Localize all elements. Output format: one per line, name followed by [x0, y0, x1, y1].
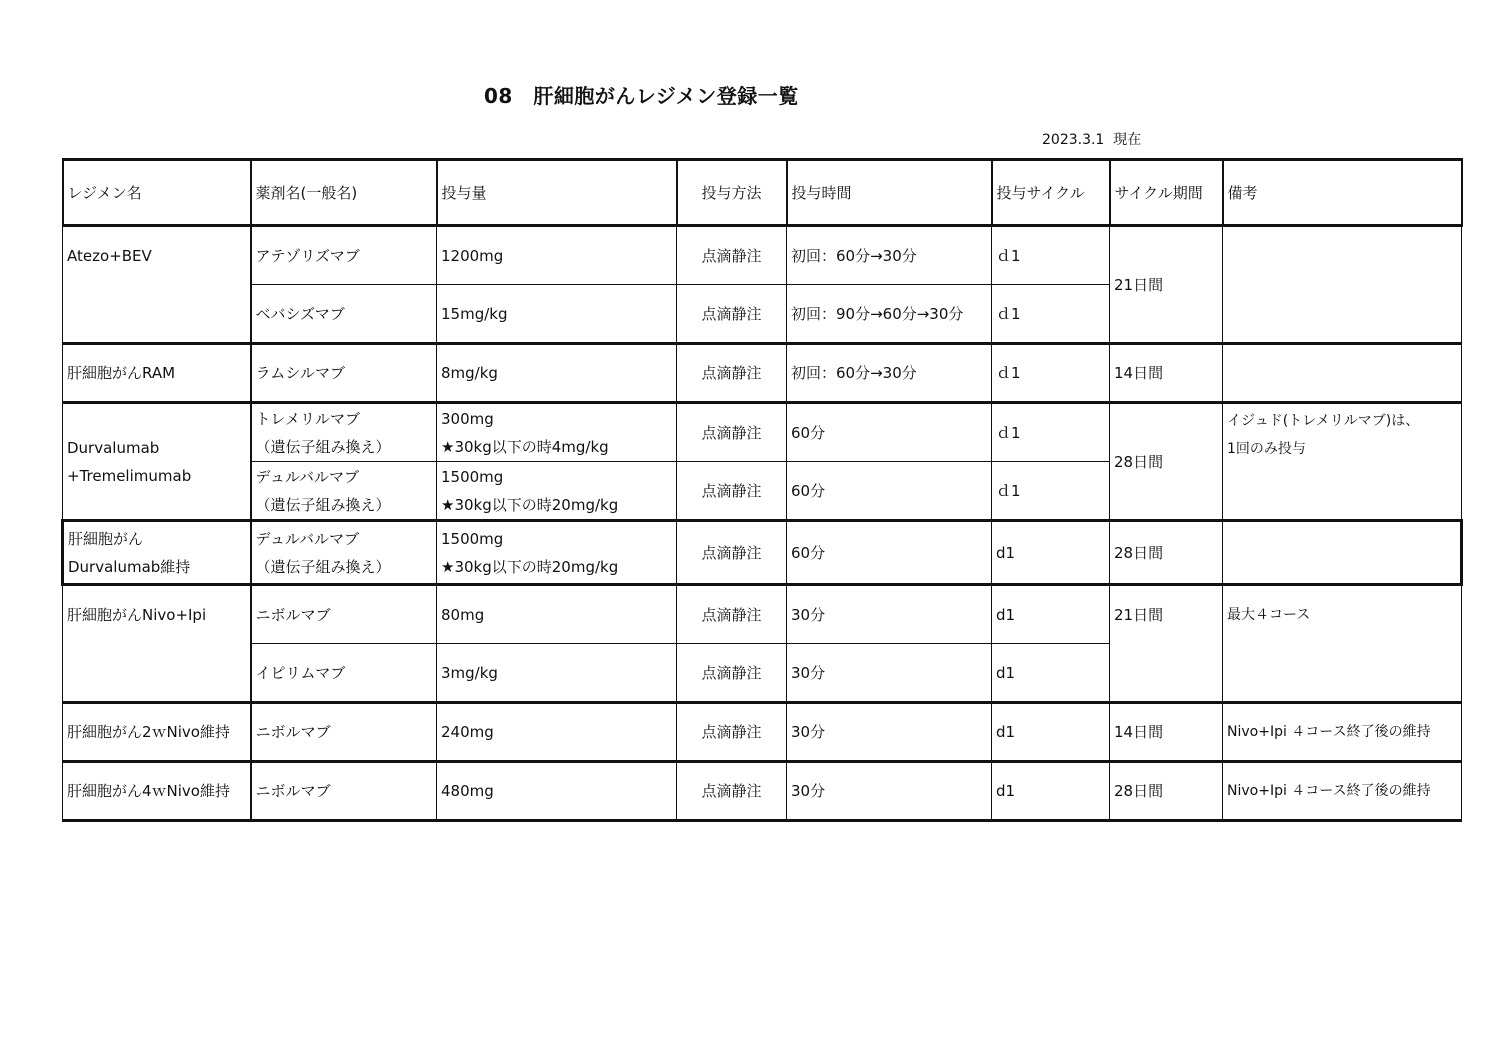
header-cell: 投与サイクル: [992, 160, 1110, 226]
remarks-cell: [1223, 521, 1462, 585]
drug-name-cell: [251, 403, 437, 462]
drug-name-cell: [251, 585, 437, 644]
regimen-name-cell: [63, 344, 251, 403]
header-cell: 投与時間: [787, 160, 992, 226]
dose: 15mg/kg: [441, 304, 508, 323]
dose-cell: [437, 285, 677, 344]
remarks-line: 最大４コース: [1227, 607, 1311, 623]
time-cell: 30分: [787, 585, 992, 644]
dose: 80mg: [441, 605, 485, 624]
regimen-name-cell: [63, 521, 251, 585]
dose-cell: [437, 403, 677, 462]
dose-note: ★30kg以下の時4mg/kg: [441, 437, 609, 456]
regimen-name-line: Durvalumab: [67, 438, 160, 457]
dose: 3mg/kg: [441, 663, 498, 682]
drug-name-cell: [251, 226, 437, 285]
time-cell: 30分: [787, 762, 992, 821]
regimen-name: Atezo+BEV: [67, 247, 152, 265]
drug-name-note: （遺伝子組み換え）: [255, 557, 391, 576]
dose: 8mg/kg: [441, 364, 498, 382]
remarks-cell: [1223, 344, 1462, 403]
drug-name: ラムシルマブ: [255, 364, 345, 382]
cycle-period-cell: 21日間: [1110, 226, 1223, 344]
drug-name-cell: [251, 703, 437, 762]
cycle-period-cell: 28日間: [1110, 762, 1223, 821]
table-row: [63, 703, 1462, 762]
remarks-line: Nivo+Ipi ４コース終了後の維持: [1227, 783, 1431, 799]
drug-name: アテゾリズマブ: [255, 246, 360, 265]
drug-name: イピリムマブ: [255, 663, 346, 682]
table-header-row: [63, 160, 1462, 226]
dose-cell: [437, 226, 677, 285]
regimen-name: 肝細胞がんRAM: [67, 364, 176, 382]
drug-name-cell: [251, 462, 437, 521]
remarks-line: 1回のみ投与: [1227, 441, 1306, 457]
cycle-cell: d1: [992, 644, 1110, 703]
remarks-cell: [1223, 585, 1462, 703]
table-row: [63, 521, 1462, 585]
drug-name: トレメリルマブ: [255, 409, 361, 428]
method-cell: 点滴静注: [677, 762, 787, 821]
cycle-cell: d1: [992, 521, 1110, 585]
method-cell: 点滴静注: [677, 226, 787, 285]
method-cell: 点滴静注: [677, 403, 787, 462]
remarks-cell: [1223, 703, 1462, 762]
cycle-cell: ｄ1: [992, 462, 1110, 521]
drug-name-cell: [251, 644, 437, 703]
method-cell: 点滴静注: [677, 521, 787, 585]
drug-name-cell: [251, 762, 437, 821]
time-cell: 30分: [787, 703, 992, 762]
cycle-period-cell: 14日間: [1110, 344, 1223, 403]
cycle-period-cell: 21日間: [1110, 585, 1223, 703]
cycle-cell: d1: [992, 703, 1110, 762]
drug-name-cell: [251, 521, 437, 585]
page-title: 08 肝細胞がんレジメン登録一覧: [484, 84, 799, 108]
regimen-name-cell: [63, 762, 251, 821]
header-cell: 備考: [1223, 160, 1462, 226]
drug-name: ニボルマブ: [255, 782, 331, 800]
header-cell: 投与量: [437, 160, 677, 226]
regimen-name-cell: [63, 585, 251, 703]
drug-name: ベバシズマブ: [255, 304, 345, 323]
header-cell: サイクル期間: [1110, 160, 1223, 226]
cycle-period-cell: 28日間: [1110, 521, 1223, 585]
drug-name: ニボルマブ: [255, 605, 331, 624]
cycle-cell: d1: [992, 762, 1110, 821]
dose: 1500mg: [441, 467, 504, 486]
drug-name-cell: [251, 285, 437, 344]
table-row: [63, 585, 1462, 644]
dose-note: ★30kg以下の時20mg/kg: [441, 495, 619, 514]
drug-name-note: （遺伝子組み換え）: [255, 437, 391, 456]
remarks-line: イジュド(トレメリルマブ)は、: [1227, 413, 1420, 429]
dose: 300mg: [441, 409, 494, 428]
cycle-cell: d1: [992, 585, 1110, 644]
time-cell: 60分: [787, 403, 992, 462]
regimen-name-cell: [63, 703, 251, 762]
time-cell: 60分: [787, 462, 992, 521]
dose-note: ★30kg以下の時20mg/kg: [441, 557, 619, 576]
dose-cell: [437, 644, 677, 703]
method-cell: 点滴静注: [677, 703, 787, 762]
method-cell: 点滴静注: [677, 285, 787, 344]
regimen-name: 肝細胞がんNivo+Ipi: [67, 606, 207, 624]
remarks-cell: [1223, 762, 1462, 821]
dose-cell: [437, 521, 677, 585]
drug-name: ニボルマブ: [255, 723, 331, 741]
drug-name: デュルバルマブ: [255, 467, 360, 486]
regimen-name-line: +Tremelimumab: [67, 466, 192, 485]
time-cell: 初回：90分→60分→30分: [787, 285, 992, 344]
drug-name-cell: [251, 344, 437, 403]
dose-cell: [437, 344, 677, 403]
method-cell: 点滴静注: [677, 462, 787, 521]
table-row: [63, 403, 1462, 462]
regimen-name: 肝細胞がん4ｗNivo維持: [67, 782, 230, 800]
cycle-cell: ｄ1: [992, 285, 1110, 344]
cycle-period-cell: 28日間: [1110, 403, 1223, 521]
regimen-name-line: 肝細胞がん: [68, 529, 144, 548]
cycle-period-cell: 14日間: [1110, 703, 1223, 762]
dose-cell: [437, 462, 677, 521]
remarks-cell: [1223, 403, 1462, 521]
dose: 1500mg: [441, 529, 504, 548]
remarks-cell: [1223, 226, 1462, 344]
header-cell: 投与方法: [677, 160, 787, 226]
method-cell: 点滴静注: [677, 585, 787, 644]
method-cell: 点滴静注: [677, 344, 787, 403]
table-row: [63, 762, 1462, 821]
regimen-name-cell: [63, 403, 251, 521]
regimen-name: 肝細胞がん2ｗNivo維持: [67, 723, 230, 741]
drug-name: デュルバルマブ: [255, 529, 360, 548]
table-row: [63, 344, 1462, 403]
dose: 1200mg: [441, 246, 504, 265]
time-cell: 初回：60分→30分: [787, 344, 992, 403]
table-row: [63, 226, 1462, 285]
cycle-cell: ｄ1: [992, 226, 1110, 285]
dose-cell: [437, 703, 677, 762]
time-cell: 60分: [787, 521, 992, 585]
regimen-name-cell: [63, 226, 251, 344]
remarks-line: Nivo+Ipi ４コース終了後の維持: [1227, 724, 1431, 740]
as-of-date: 2023.3.1 現在: [1042, 132, 1142, 148]
regimen-name-line: Durvalumab維持: [68, 557, 191, 576]
time-cell: 30分: [787, 644, 992, 703]
cycle-cell: ｄ1: [992, 344, 1110, 403]
dose-cell: [437, 585, 677, 644]
header-cell: 薬剤名(一般名): [251, 160, 437, 226]
header-cell: レジメン名: [63, 160, 251, 226]
method-cell: 点滴静注: [677, 644, 787, 703]
time-cell: 初回：60分→30分: [787, 226, 992, 285]
dose: 480mg: [441, 782, 494, 800]
cycle-cell: ｄ1: [992, 403, 1110, 462]
drug-name-note: （遺伝子組み換え）: [255, 495, 391, 514]
dose-cell: [437, 762, 677, 821]
regimen-table: [61, 158, 1463, 822]
dose: 240mg: [441, 723, 494, 741]
